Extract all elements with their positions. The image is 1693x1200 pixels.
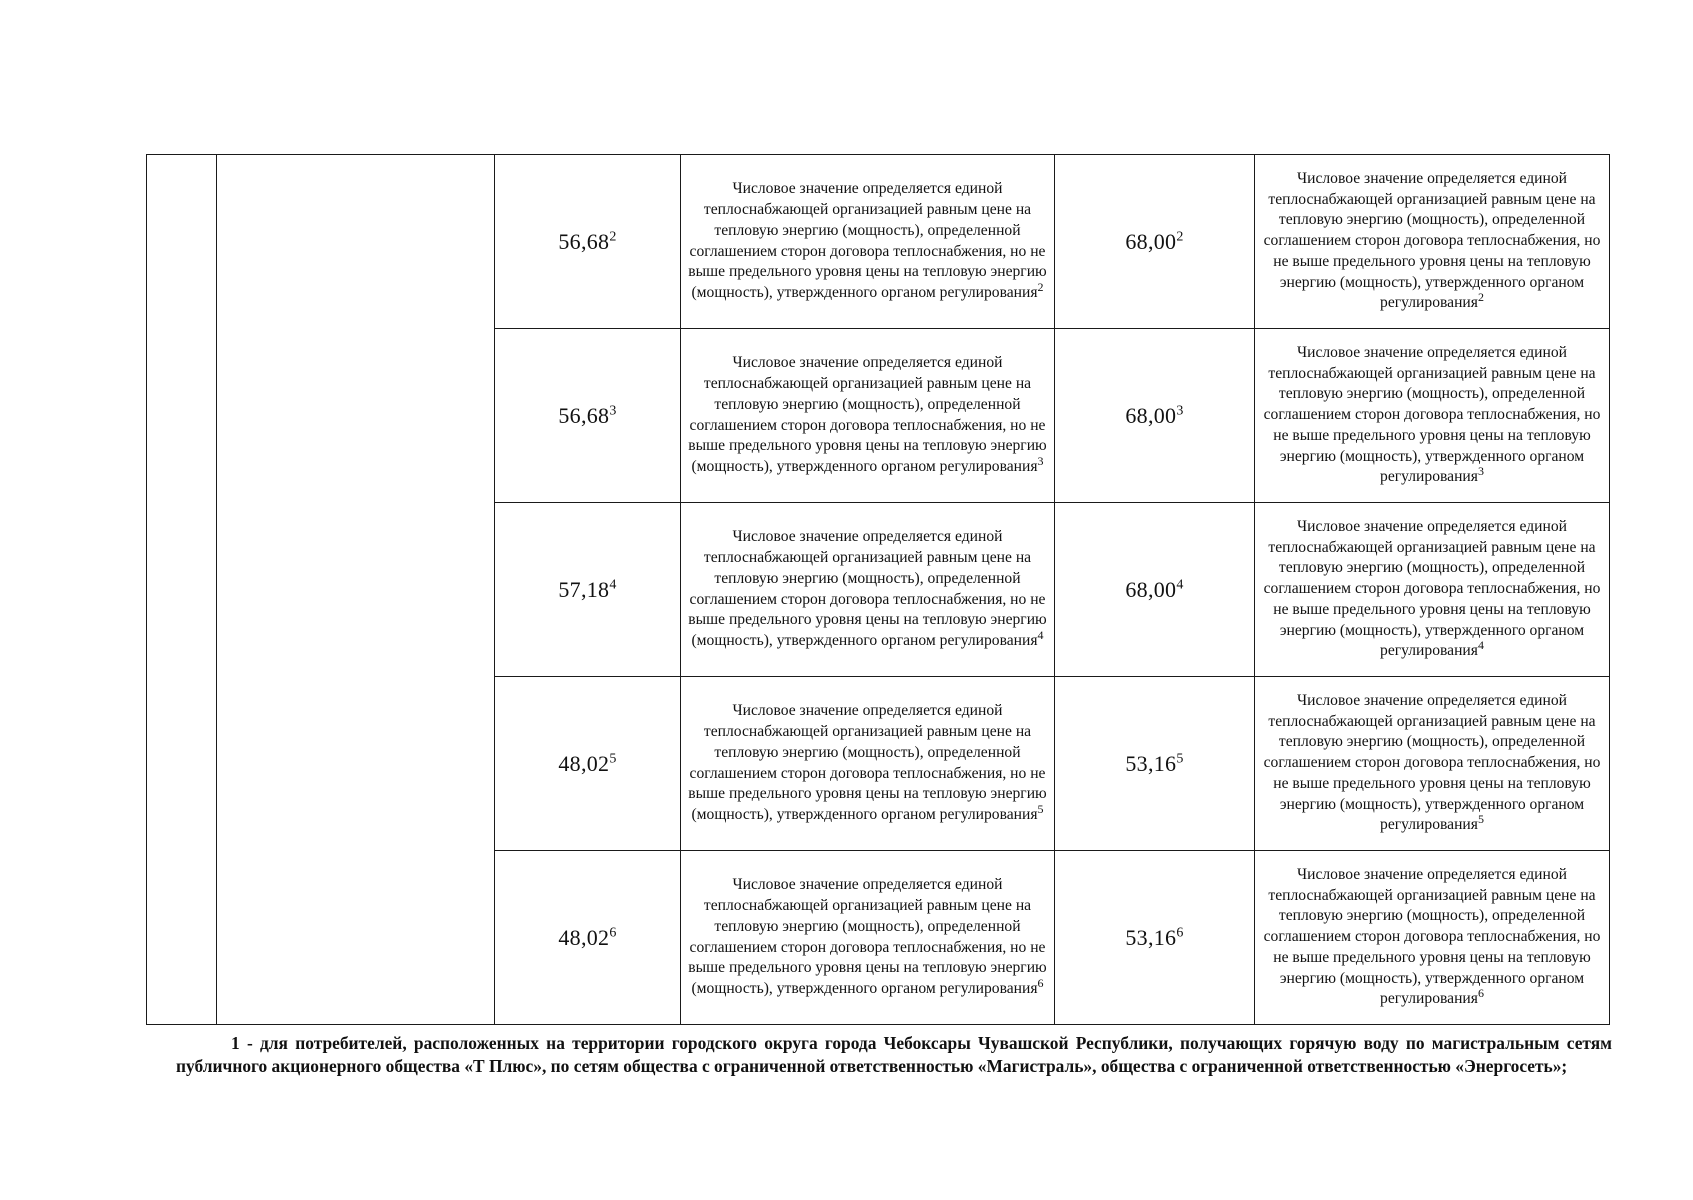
tariff-description-cell — [681, 677, 1055, 851]
tariff-description-cell — [1255, 851, 1610, 1025]
tariff-value: 68,00 — [1125, 228, 1177, 254]
tariff-value: 48,02 — [558, 924, 610, 950]
tariff-value-cell — [495, 155, 681, 329]
tariff-value: 53,16 — [1125, 750, 1177, 776]
tariff-value: 56,68 — [558, 228, 610, 254]
tariff-description-cell — [1255, 677, 1610, 851]
tariff-value: 68,00 — [1125, 576, 1177, 602]
footnote-ref: 5 — [1037, 802, 1044, 817]
tariff-value: 57,18 — [558, 576, 610, 602]
footnote-text: 1 - для потребителей, расположенных на территории городского округа города Чебоксары Чувашской Республики, получающих горячую воду по магистральным сетям публичного акционерного общества «Т Плюс», по сетям общества с ограниченной ответственностью «Магистраль», общества с ограниченной ответственностью «Энергосеть»; — [176, 1033, 1612, 1076]
footnote-ref: 4 — [1037, 628, 1044, 643]
tariff-value-cell — [1055, 677, 1255, 851]
tariff-value-cell — [495, 503, 681, 677]
tariff-value: 53,16 — [1125, 924, 1177, 950]
tariff-description-cell — [1255, 503, 1610, 677]
footnote-ref: 6 — [609, 925, 617, 941]
footnote-ref: 6 — [1477, 986, 1484, 1001]
tariff-description-cell — [1255, 155, 1610, 329]
tariff-description: Числовое значение определяется единой теплоснабжающей организацией равным цене на тепловую энергию (мощность), определенной соглашением сторон договора теплоснабжения, но не выше предельного уровня цены на тепловую энергию (мощность), утвержденного органом регулирования — [688, 528, 1047, 650]
footnote-ref: 5 — [1477, 812, 1484, 827]
footnote-ref: 5 — [609, 751, 617, 767]
tariff-description-cell — [1255, 329, 1610, 503]
footnote-ref: 2 — [1477, 290, 1484, 305]
tariff-table — [146, 154, 1610, 1025]
footnote-ref: 3 — [1037, 454, 1044, 469]
tariff-description: Числовое значение определяется единой теплоснабжающей организацией равным цене на тепловую энергию (мощность), определенной соглашением сторон договора теплоснабжения, но не выше предельного уровня цены на тепловую энергию (мощность), утвержденного органом регулирования — [1263, 343, 1601, 486]
footnote-ref: 3 — [1477, 464, 1484, 479]
footnote-ref: 2 — [609, 229, 617, 245]
tariff-description: Числовое значение определяется единой теплоснабжающей организацией равным цене на тепловую энергию (мощность), определенной соглашением сторон договора теплоснабжения, но не выше предельного уровня цены на тепловую энергию (мощность), утвержденного органом регулирования — [688, 876, 1047, 998]
footnote-ref: 3 — [609, 403, 617, 419]
tariff-description: Числовое значение определяется единой теплоснабжающей организацией равным цене на тепловую энергию (мощность), определенной соглашением сторон договора теплоснабжения, но не выше предельного уровня цены на тепловую энергию (мощность), утвержденного органом регулирования — [1263, 169, 1601, 312]
footnote-ref: 6 — [1037, 976, 1044, 991]
footnote-ref: 5 — [1176, 751, 1184, 767]
tariff-value-cell — [1055, 503, 1255, 677]
table-row — [147, 155, 1610, 329]
tariff-description: Числовое значение определяется единой теплоснабжающей организацией равным цене на тепловую энергию (мощность), определенной соглашением сторон договора теплоснабжения, но не выше предельного уровня цены на тепловую энергию (мощность), утвержденного органом регулирования — [1263, 517, 1601, 660]
footnote-ref: 4 — [609, 577, 617, 593]
tariff-value-cell — [495, 851, 681, 1025]
tariff-description: Числовое значение определяется единой теплоснабжающей организацией равным цене на тепловую энергию (мощность), определенной соглашением сторон договора теплоснабжения, но не выше предельного уровня цены на тепловую энергию (мощность), утвержденного органом регулирования — [1263, 691, 1601, 834]
tariff-value: 68,00 — [1125, 402, 1177, 428]
footnote-ref: 2 — [1037, 280, 1044, 295]
footnote-ref: 4 — [1477, 638, 1484, 653]
tariff-value-cell — [495, 677, 681, 851]
tariff-description: Числовое значение определяется единой теплоснабжающей организацией равным цене на тепловую энергию (мощность), определенной соглашением сторон договора теплоснабжения, но не выше предельного уровня цены на тепловую энергию (мощность), утвержденного органом регулирования — [688, 702, 1047, 824]
tariff-description: Числовое значение определяется единой теплоснабжающей организацией равным цене на тепловую энергию (мощность), определенной соглашением сторон договора теплоснабжения, но не выше предельного уровня цены на тепловую энергию (мощность), утвержденного органом регулирования — [688, 180, 1047, 302]
tariff-description: Числовое значение определяется единой теплоснабжающей организацией равным цене на тепловую энергию (мощность), определенной соглашением сторон договора теплоснабжения, но не выше предельного уровня цены на тепловую энергию (мощность), утвержденного органом регулирования — [688, 354, 1047, 476]
tariff-value: 48,02 — [558, 750, 610, 776]
tariff-value-cell — [1055, 329, 1255, 503]
tariff-value-cell — [495, 329, 681, 503]
tariff-description: Числовое значение определяется единой теплоснабжающей организацией равным цене на тепловую энергию (мощность), определенной соглашением сторон договора теплоснабжения, но не выше предельного уровня цены на тепловую энергию (мощность), утвержденного органом регулирования — [1263, 865, 1601, 1008]
tariff-value-cell — [1055, 155, 1255, 329]
row-number-cell — [147, 155, 217, 1025]
tariff-description-cell — [681, 503, 1055, 677]
footnote-ref: 2 — [1176, 229, 1184, 245]
footnote-ref: 6 — [1176, 925, 1184, 941]
group-name-cell — [217, 155, 495, 1025]
tariff-description-cell — [681, 851, 1055, 1025]
tariff-description-cell — [681, 155, 1055, 329]
footnote-ref: 4 — [1176, 577, 1184, 593]
tariff-value-cell — [1055, 851, 1255, 1025]
tariff-value: 56,68 — [558, 402, 610, 428]
footnote-ref: 3 — [1176, 403, 1184, 419]
tariff-description-cell — [681, 329, 1055, 503]
